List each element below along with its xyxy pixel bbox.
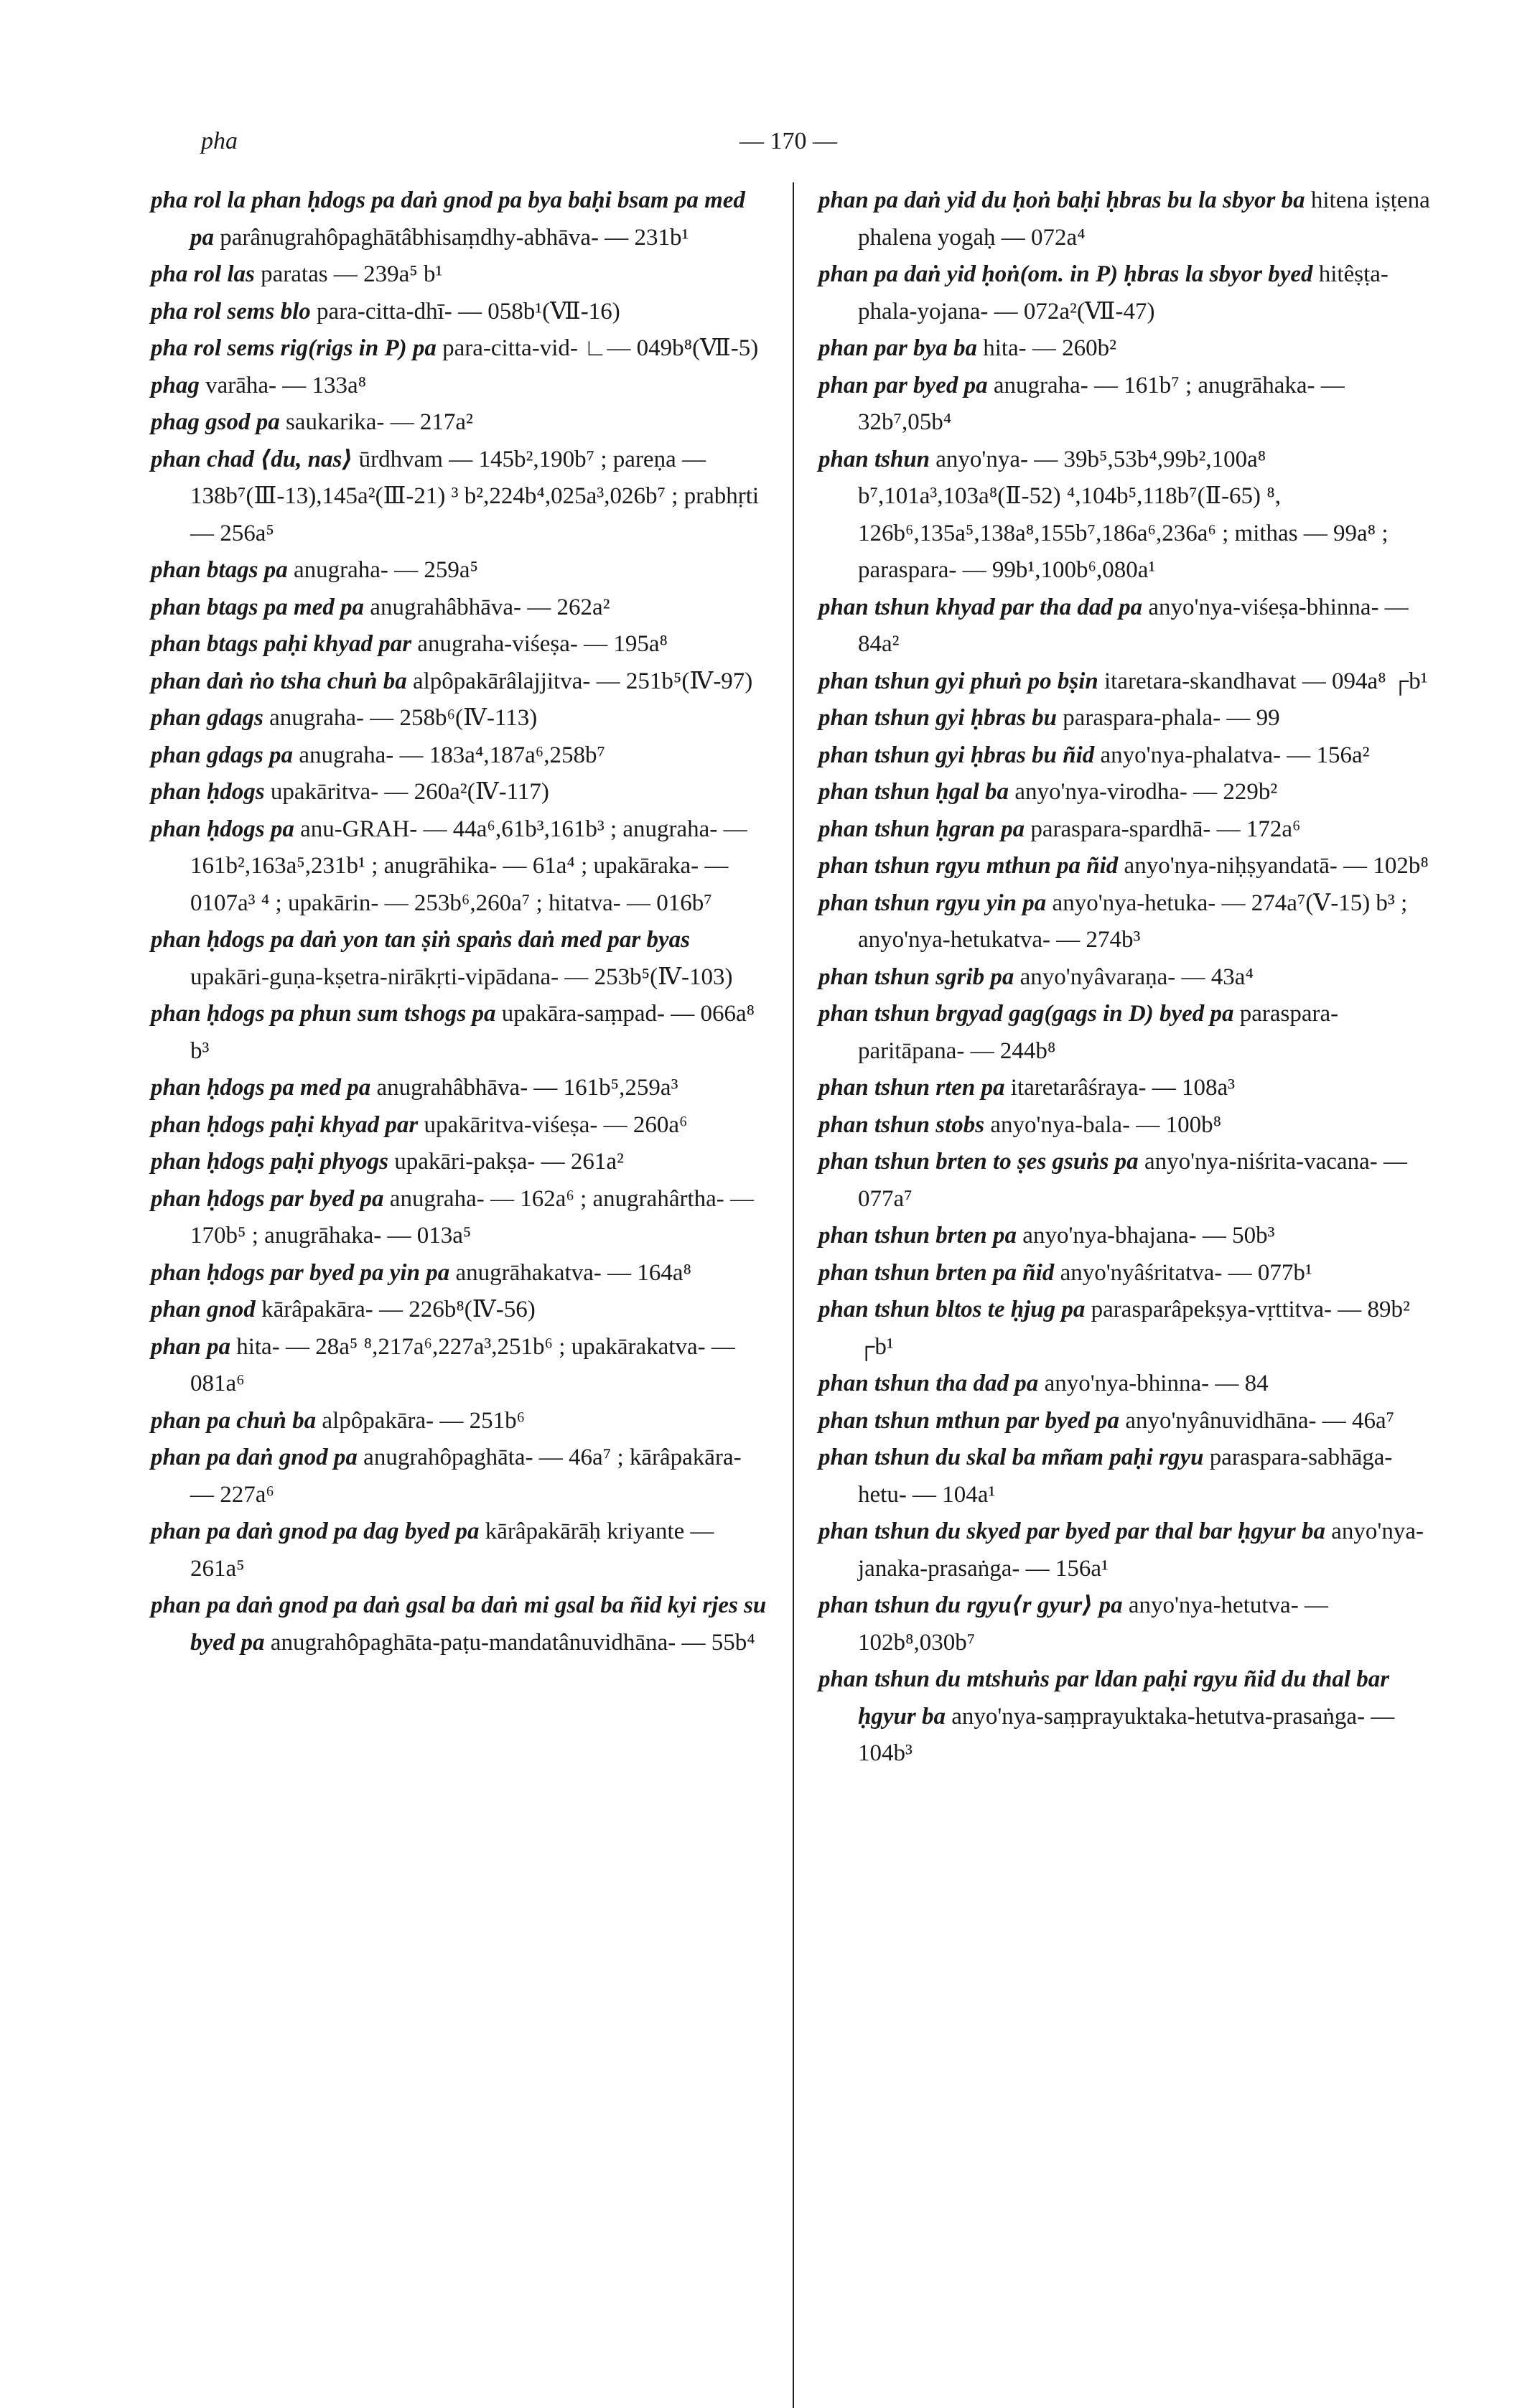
entry-definition: upakāri-guṇa-kṣetra-nirākṛti-vipādana- — 253b⁵(Ⅳ-103) — [190, 963, 733, 990]
dictionary-entry — [151, 1513, 768, 1587]
entry-term: phan gdags pa — [151, 742, 294, 768]
entry-definition: hitena iṣṭena phalena yogaḥ — 072a⁴ — [858, 187, 1430, 251]
dictionary-entry — [151, 663, 768, 701]
entry-term: phan daṅ ṅo tsha chuṅ ba — [151, 668, 407, 694]
entry-definition: alpôpakārâlajjitva- — 251b⁵(Ⅳ-97) — [412, 668, 753, 694]
dictionary-entry — [818, 1070, 1436, 1107]
dictionary-entry — [151, 294, 768, 331]
dictionary-entry — [818, 1292, 1436, 1366]
entry-definition: anugrahôpaghāta-paṭu-mandatânuvidhāna- — 55b⁴ — [270, 1629, 755, 1656]
entry-term: phan tshun tha dad pa — [818, 1371, 1039, 1396]
entry-definition: anugrāhakatva- — 164a⁸ — [455, 1259, 692, 1286]
entry-term: phan ḥdogs pa phun sum tshogs pa — [151, 1001, 496, 1027]
entry-term: phan tshun khyad par tha dad pa — [818, 594, 1143, 620]
dictionary-entry — [151, 1292, 768, 1329]
entry-definition: parânugrahôpaghātâbhisaṃdhy-abhāva- — 231b¹ — [220, 224, 689, 251]
entry-term: pha rol sems blo — [151, 298, 311, 325]
entry-term: phan tshun brten to ṣes gsuṅs pa — [818, 1149, 1139, 1175]
entry-definition: anyo'nya-hetutva- — 102b⁸,030b⁷ — [858, 1592, 1328, 1656]
entry-definition: paraspara-sabhāga-hetu- — 104a¹ — [858, 1445, 1393, 1508]
entry-term: phan chad ⟨du, nas⟩ — [151, 446, 353, 472]
dictionary-entry — [818, 848, 1436, 885]
dictionary-entry — [818, 256, 1436, 330]
entry-definition: paratas — 239a⁵ b¹ — [261, 261, 443, 287]
dictionary-entry — [151, 256, 768, 294]
entry-definition: anyo'nya-niśrita-vacana- — 077a⁷ — [858, 1149, 1407, 1212]
entry-term: phan tshun ḥgal ba — [818, 779, 1009, 805]
entry-term: phan ḥdogs paḥi phyogs — [151, 1149, 389, 1175]
entry-term: phag — [151, 372, 200, 398]
entry-term: phan ḥdogs pa daṅ yon tan ṣiṅ spaṅs daṅ med par byas — [151, 927, 690, 953]
dictionary-entry — [818, 368, 1436, 442]
dictionary-entry — [818, 182, 1436, 256]
entry-definition: alpôpakāra- — 251b⁶ — [322, 1407, 526, 1434]
dictionary-entry — [151, 368, 768, 405]
entry-term: phan btags pa med pa — [151, 594, 365, 620]
dictionary-entry — [151, 1181, 768, 1255]
dictionary-entry — [818, 1107, 1436, 1144]
entry-term: phan pa — [151, 1333, 230, 1360]
entry-definition: anugraha- — 258b⁶(Ⅳ-113) — [269, 705, 538, 731]
dictionary-entry — [818, 737, 1436, 775]
right-column — [818, 182, 1436, 1773]
dictionary-entry — [151, 626, 768, 663]
entry-term: phan tshun rgyu yin pa — [818, 890, 1047, 916]
dictionary-entry — [818, 442, 1436, 589]
dictionary-entry — [818, 811, 1436, 849]
entry-term: phan tshun rgyu mthun pa ñid — [818, 853, 1119, 879]
entry-definition: anugraha- — 162a⁶ ; anugrahârtha- — 170b⁵ ; anugrāhaka- — 013a⁵ — [190, 1185, 755, 1249]
entry-term: phan tshun — [818, 446, 930, 472]
entry-definition: anyo'nya- — 39b⁵,53b⁴,99b²,100a⁸ b⁷,101a³,103a⁸(Ⅱ-52) ⁴,104b⁵,118b⁷(Ⅱ-65) ⁸, 126b⁶,135a⁵,138a⁸,155b⁷,186a⁶,236a⁶ ; mithas — 99a⁸ ; paraspara- — 99b¹,100b⁶,080a¹ — [858, 446, 1389, 583]
entry-term: phag gsod pa — [151, 409, 280, 435]
dictionary-entry — [151, 442, 768, 553]
entry-term: phan ḥdogs — [151, 779, 265, 805]
dictionary-entry — [818, 1661, 1436, 1773]
entry-term: phan pa daṅ yid ḥoṅ(om. in P) ḥbras la sbyor byed — [818, 261, 1313, 287]
dictionary-entry — [151, 922, 768, 996]
entry-term: phan gnod — [151, 1297, 256, 1322]
entry-definition: anyo'nya-niḥṣyandatā- — 102b⁸ — [1124, 853, 1429, 879]
column-divider — [793, 182, 794, 2408]
left-column — [151, 182, 768, 1661]
entry-definition: ūrdhvam — 145b²,190b⁷ ; pareṇa — 138b⁷(Ⅲ-13),145a²(Ⅲ-21) ³ b²,224b⁴,025a³,026b⁷ ; prabhṛti — 256a⁵ — [190, 446, 760, 546]
entry-definition: anyo'nya-virodha- — 229b² — [1014, 779, 1278, 805]
dictionary-entry — [818, 959, 1436, 997]
entry-definition: anugrahôpaghāta- — 46a⁷ ; kārâpakāra- — 227a⁶ — [190, 1445, 742, 1508]
entry-definition: anugraha- — 259a⁵ — [293, 557, 479, 583]
entry-definition: paraspara-paritāpana- — 244b⁸ — [858, 1001, 1339, 1064]
entry-term: phan tshun mthun par byed pa — [818, 1407, 1120, 1434]
entry-term: phan par byed pa — [818, 372, 988, 398]
entry-term: phan ḥdogs pa med pa — [151, 1075, 371, 1101]
dictionary-entry — [151, 1107, 768, 1144]
entry-term: phan tshun stobs — [818, 1111, 985, 1138]
entry-definition: upakāra-saṃpad- — 066a⁸ b³ — [190, 1001, 755, 1064]
entry-definition: anyo'nya-saṃprayuktaka-hetutva-prasaṅga- — 104b³ — [858, 1703, 1395, 1766]
entry-definition: anugrahâbhāva- — 262a² — [370, 594, 610, 620]
entry-term: phan tshun bltos te ḥjug pa — [818, 1297, 1086, 1322]
entry-term: pha rol la phan ḥdogs pa daṅ gnod pa bya baḥi bsam pa med pa — [151, 187, 745, 251]
entry-term: phan tshun gyi phuṅ po bṣin — [818, 668, 1098, 694]
entry-term: pha rol las — [151, 261, 255, 287]
entry-definition: anyo'nya-bhajana- — 50b³ — [1022, 1223, 1275, 1249]
dictionary-entry — [818, 589, 1436, 663]
dictionary-entry — [151, 552, 768, 589]
entry-definition: para-citta-dhī- — 058b¹(Ⅶ-16) — [317, 298, 620, 325]
entry-term: phan tshun brgyad gag(gags in D) byed pa — [818, 1001, 1234, 1027]
dictionary-entry — [151, 1255, 768, 1292]
entry-term: phan par bya ba — [818, 335, 977, 361]
entry-term: pha rol sems rig(rigs in P) pa — [151, 335, 437, 361]
dictionary-entry — [151, 404, 768, 442]
entry-definition: anugraha- — 161b⁷ ; anugrāhaka- — 32b⁷,05b⁴ — [858, 372, 1345, 435]
page-number: — 170 — — [739, 128, 837, 154]
entry-definition: upakāritva-viśeṣa- — 260a⁶ — [424, 1111, 688, 1138]
dictionary-entry — [151, 774, 768, 811]
entry-term: phan gdags — [151, 705, 263, 731]
entry-definition: varāha- — 133a⁸ — [205, 372, 367, 398]
entry-term: phan tshun ḥgran pa — [818, 816, 1025, 842]
entry-term: phan tshun gyi ḥbras bu — [818, 705, 1057, 731]
dictionary-entry — [818, 1439, 1436, 1513]
entry-definition: anyo'nyâvaraṇa- — 43a⁴ — [1019, 963, 1254, 990]
entry-term: phan ḥdogs paḥi khyad par — [151, 1111, 419, 1138]
entry-term: phan pa chuṅ ba — [151, 1407, 317, 1434]
entry-definition: itaretarâśraya- — 108a³ — [1010, 1075, 1236, 1101]
dictionary-entry — [151, 811, 768, 923]
dictionary-entry — [818, 663, 1436, 701]
dictionary-entry — [818, 1218, 1436, 1255]
entry-definition: anyo'nya-phalatva- — 156a² — [1100, 742, 1370, 768]
entry-term: phan tshun du mtshuṅs par ldan paḥi rgyu ñid du thal bar ḥgyur ba — [818, 1666, 1390, 1730]
entry-definition: parasparâpekṣya-vṛttitva- — 89b² ┌b¹ — [858, 1297, 1410, 1360]
dictionary-entry — [151, 1587, 768, 1661]
entry-definition: para-citta-vid- ∟— 049b⁸(Ⅶ-5) — [442, 335, 759, 361]
entry-definition: hita- — 260b² — [983, 335, 1117, 361]
entry-term: phan tshun rten pa — [818, 1075, 1005, 1101]
entry-definition: itaretara-skandhavat — 094a⁸ ┌b¹ — [1104, 668, 1428, 694]
entry-term: phan tshun sgrib pa — [818, 963, 1014, 990]
entry-term: phan tshun brten pa — [818, 1223, 1017, 1249]
entry-definition: paraspara-spardhā- — 172a⁶ — [1030, 816, 1301, 842]
entry-definition: kārâpakāra- — 226b⁸(Ⅳ-56) — [261, 1297, 536, 1322]
entry-definition: paraspara-phala- — 99 — [1063, 705, 1280, 731]
dictionary-entry — [151, 737, 768, 775]
entry-definition: hitêṣṭa-phala-yojana- — 072a²(Ⅶ-47) — [858, 261, 1389, 325]
dictionary-entry — [151, 1070, 768, 1107]
dictionary-entry — [818, 774, 1436, 811]
entry-definition: anu-GRAH- — 44a⁶,61b³,161b³ ; anugraha- — 161b²,163a⁵,231b¹ ; anugrāhika- — 61a⁴ ; upakāraka- — 0107a³ ⁴ ; upakārin- — 253b⁶,260a⁷ ; hitatva- — 016b⁷ — [190, 816, 747, 916]
dictionary-entry — [818, 1513, 1436, 1587]
dictionary-entry — [151, 1403, 768, 1440]
entry-definition: anyo'nya-hetuka- — 274a⁷(Ⅴ-15) b³ ; anyo'nya-hetukatva- — 274b³ — [858, 890, 1408, 953]
entry-definition: anyo'nya-bhinna- — 84 — [1044, 1371, 1269, 1396]
dictionary-entry — [818, 1366, 1436, 1403]
dictionary-entry — [151, 1439, 768, 1513]
entry-term: phan ḥdogs pa — [151, 816, 294, 842]
entry-definition: anyo'nyâśritatva- — 077b¹ — [1060, 1259, 1312, 1286]
entry-term: phan btags paḥi khyad par — [151, 631, 412, 657]
dictionary-entry — [151, 182, 768, 256]
entry-term: phan pa daṅ gnod pa dag byed pa — [151, 1518, 480, 1544]
entry-definition: anyo'nya-bala- — 100b⁸ — [990, 1111, 1222, 1138]
entry-definition: upakāri-pakṣa- — 261a² — [394, 1149, 624, 1175]
entry-term: phan pa daṅ yid du ḥoṅ baḥi ḥbras bu la sbyor ba — [818, 187, 1305, 213]
dictionary-entry — [151, 1329, 768, 1403]
entry-definition: upakāritva- — 260a²(Ⅳ-117) — [270, 779, 549, 805]
dictionary-entry — [818, 996, 1436, 1070]
dictionary-entry — [818, 700, 1436, 737]
entry-term: phan tshun du rgyu⟨r gyur⟩ pa — [818, 1592, 1123, 1618]
entry-definition: anugrahâbhāva- — 161b⁵,259a³ — [376, 1075, 678, 1101]
entry-definition: anyo'nya-viśeṣa-bhinna- — 84a² — [858, 594, 1409, 657]
entry-term: phan pa daṅ gnod pa daṅ gsal ba daṅ mi gsal ba ñid kyi rjes su byed pa — [151, 1592, 767, 1656]
dictionary-entry — [818, 885, 1436, 959]
dictionary-entry — [818, 1144, 1436, 1218]
running-head: pha — [201, 128, 238, 154]
dictionary-entry — [151, 330, 768, 368]
entry-definition: anugraha-viśeṣa- — 195a⁸ — [417, 631, 668, 657]
entry-term: phan tshun du skal ba mñam paḥi rgyu — [818, 1445, 1204, 1470]
dictionary-entry — [818, 1403, 1436, 1440]
entry-definition: hita- — 28a⁵ ⁸,217a⁶,227a³,251b⁶ ; upakārakatva- — 081a⁶ — [190, 1333, 735, 1396]
dictionary-entry — [818, 1255, 1436, 1292]
dictionary-entry — [818, 1587, 1436, 1661]
dictionary-entry — [151, 589, 768, 627]
entry-term: phan tshun du skyed par byed par thal bar ḥgyur ba — [818, 1518, 1325, 1544]
entry-definition: anugraha- — 183a⁴,187a⁶,258b⁷ — [299, 742, 606, 768]
dictionary-entry — [151, 1144, 768, 1181]
entry-definition: saukarika- — 217a² — [285, 409, 473, 435]
entry-definition: anyo'nyânuvidhāna- — 46a⁷ — [1125, 1407, 1395, 1434]
dictionary-entry — [818, 330, 1436, 368]
entry-term: phan tshun gyi ḥbras bu ñid — [818, 742, 1095, 768]
dictionary-entry — [151, 700, 768, 737]
entry-definition: kārâpakārāḥ kriyante — 261a⁵ — [190, 1518, 714, 1582]
entry-term: phan pa daṅ gnod pa — [151, 1445, 358, 1470]
entry-term: phan btags pa — [151, 557, 288, 583]
entry-term: phan ḥdogs par byed pa — [151, 1185, 384, 1212]
dictionary-entry — [151, 996, 768, 1070]
entry-term: phan ḥdogs par byed pa yin pa — [151, 1259, 450, 1286]
entry-term: phan tshun brten pa ñid — [818, 1259, 1055, 1286]
entry-definition: anyo'nya-janaka-prasaṅga- — 156a¹ — [858, 1518, 1424, 1582]
